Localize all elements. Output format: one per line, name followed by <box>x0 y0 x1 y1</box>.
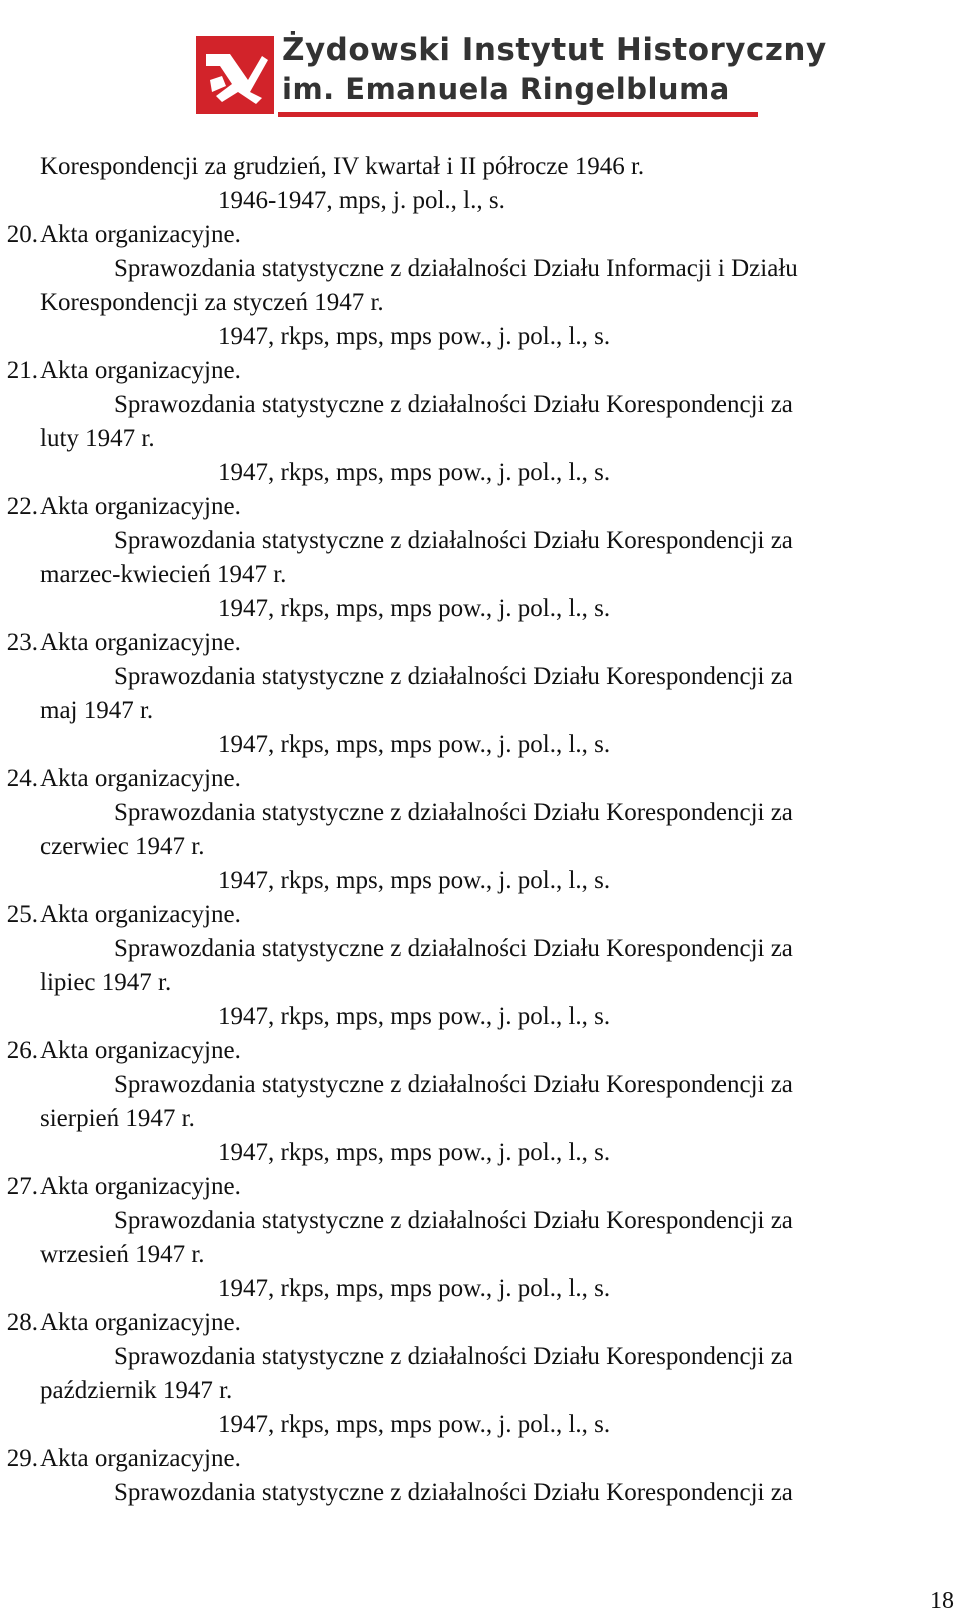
entry-number: 21. <box>6 357 38 384</box>
entry-description: Sprawozdania statystyczne z działalności Działu Korespondencji za <box>114 1343 793 1370</box>
entry-heading <box>0 1170 960 1204</box>
entry-description-continuation: Korespondencji za styczeń 1947 r. <box>40 289 384 316</box>
entry-description: Sprawozdania statystyczne z działalności Działu Korespondencji za <box>114 799 793 826</box>
entry-description-continuation: październik 1947 r. <box>40 1377 233 1404</box>
entry-meta: 1947, rkps, mps, mps pow., j. pol., l., s. <box>218 1139 611 1166</box>
entry-heading <box>0 354 960 388</box>
logo-underline <box>278 112 758 117</box>
entry-description: Sprawozdania statystyczne z działalności Działu Korespondencji za <box>114 527 793 554</box>
entry-description-continuation: maj 1947 r. <box>40 697 154 724</box>
entry-meta: 1947, rkps, mps, mps pow., j. pol., l., s. <box>218 1411 611 1438</box>
entry-heading <box>0 1306 960 1340</box>
logo-title-line2: im. Emanuela Ringelbluma <box>282 72 730 106</box>
entry-number: 27. <box>6 1173 38 1200</box>
entry-description: Sprawozdania statystyczne z działalności Działu Korespondencji za <box>114 663 793 690</box>
entry-heading <box>0 898 960 932</box>
logo-title-line1: Żydowski Instytut Historyczny <box>282 32 827 68</box>
entry-number: 29. <box>6 1445 38 1472</box>
entry-description: Sprawozdania statystyczne z działalności Działu Korespondencji za <box>114 935 793 962</box>
institute-logo-icon <box>196 36 274 114</box>
entry-meta: 1947, rkps, mps, mps pow., j. pol., l., s. <box>218 595 611 622</box>
entry-number: 20. <box>6 221 38 248</box>
intro-continuation: Korespondencji za grudzień, IV kwartał i II półrocze 1946 r. <box>40 153 645 180</box>
entry-heading <box>0 1442 960 1476</box>
entry-description-continuation: luty 1947 r. <box>40 425 155 452</box>
entry-meta: 1947, rkps, mps, mps pow., j. pol., l., s. <box>218 459 611 486</box>
entry-title: Akta organizacyjne. <box>40 1173 241 1200</box>
entry-meta: 1947, rkps, mps, mps pow., j. pol., l., s. <box>218 731 611 758</box>
entry-number: 24. <box>6 765 38 792</box>
entry-meta: 1947, rkps, mps, mps pow., j. pol., l., s. <box>218 867 611 894</box>
institute-header <box>196 32 827 118</box>
intro-meta: 1946-1947, mps, j. pol., l., s. <box>218 187 505 214</box>
entry-heading <box>0 626 960 660</box>
entry-title: Akta organizacyjne. <box>40 629 241 656</box>
entry-title: Akta organizacyjne. <box>40 357 241 384</box>
entry-description-continuation: lipiec 1947 r. <box>40 969 172 996</box>
entry-description: Sprawozdania statystyczne z działalności Działu Korespondencji za <box>114 1207 793 1234</box>
entry-title: Akta organizacyjne. <box>40 493 241 520</box>
entry-title: Akta organizacyjne. <box>40 765 241 792</box>
entry-description: Sprawozdania statystyczne z działalności Działu Informacji i Działu <box>114 255 798 282</box>
entry-meta: 1947, rkps, mps, mps pow., j. pol., l., s. <box>218 1275 611 1302</box>
entry-number: 28. <box>6 1309 38 1336</box>
entry-description: Sprawozdania statystyczne z działalności Działu Korespondencji za <box>114 1071 793 1098</box>
entry-heading <box>0 1034 960 1068</box>
entry-title: Akta organizacyjne. <box>40 1445 241 1472</box>
page-number: 18 <box>930 1588 954 1614</box>
entry-heading <box>0 762 960 796</box>
entry-title: Akta organizacyjne. <box>40 221 241 248</box>
entry-description-continuation: czerwiec 1947 r. <box>40 833 205 860</box>
inventory-list <box>0 150 960 1510</box>
entry-description-continuation: sierpień 1947 r. <box>40 1105 195 1132</box>
entry-number: 22. <box>6 493 38 520</box>
entry-description-continuation: marzec-kwiecień 1947 r. <box>40 561 287 588</box>
entry-description-continuation: wrzesień 1947 r. <box>40 1241 205 1268</box>
entry-heading <box>0 218 960 252</box>
entry-number: 25. <box>6 901 38 928</box>
entry-title: Akta organizacyjne. <box>40 1037 241 1064</box>
entry-title: Akta organizacyjne. <box>40 901 241 928</box>
entry-description: Sprawozdania statystyczne z działalności Działu Korespondencji za <box>114 391 793 418</box>
entry-meta: 1947, rkps, mps, mps pow., j. pol., l., s. <box>218 323 611 350</box>
entry-heading <box>0 490 960 524</box>
entry-number: 26. <box>6 1037 38 1064</box>
entry-number: 23. <box>6 629 38 656</box>
entry-description: Sprawozdania statystyczne z działalności Działu Korespondencji za <box>114 1479 793 1506</box>
entry-meta: 1947, rkps, mps, mps pow., j. pol., l., s. <box>218 1003 611 1030</box>
entry-title: Akta organizacyjne. <box>40 1309 241 1336</box>
